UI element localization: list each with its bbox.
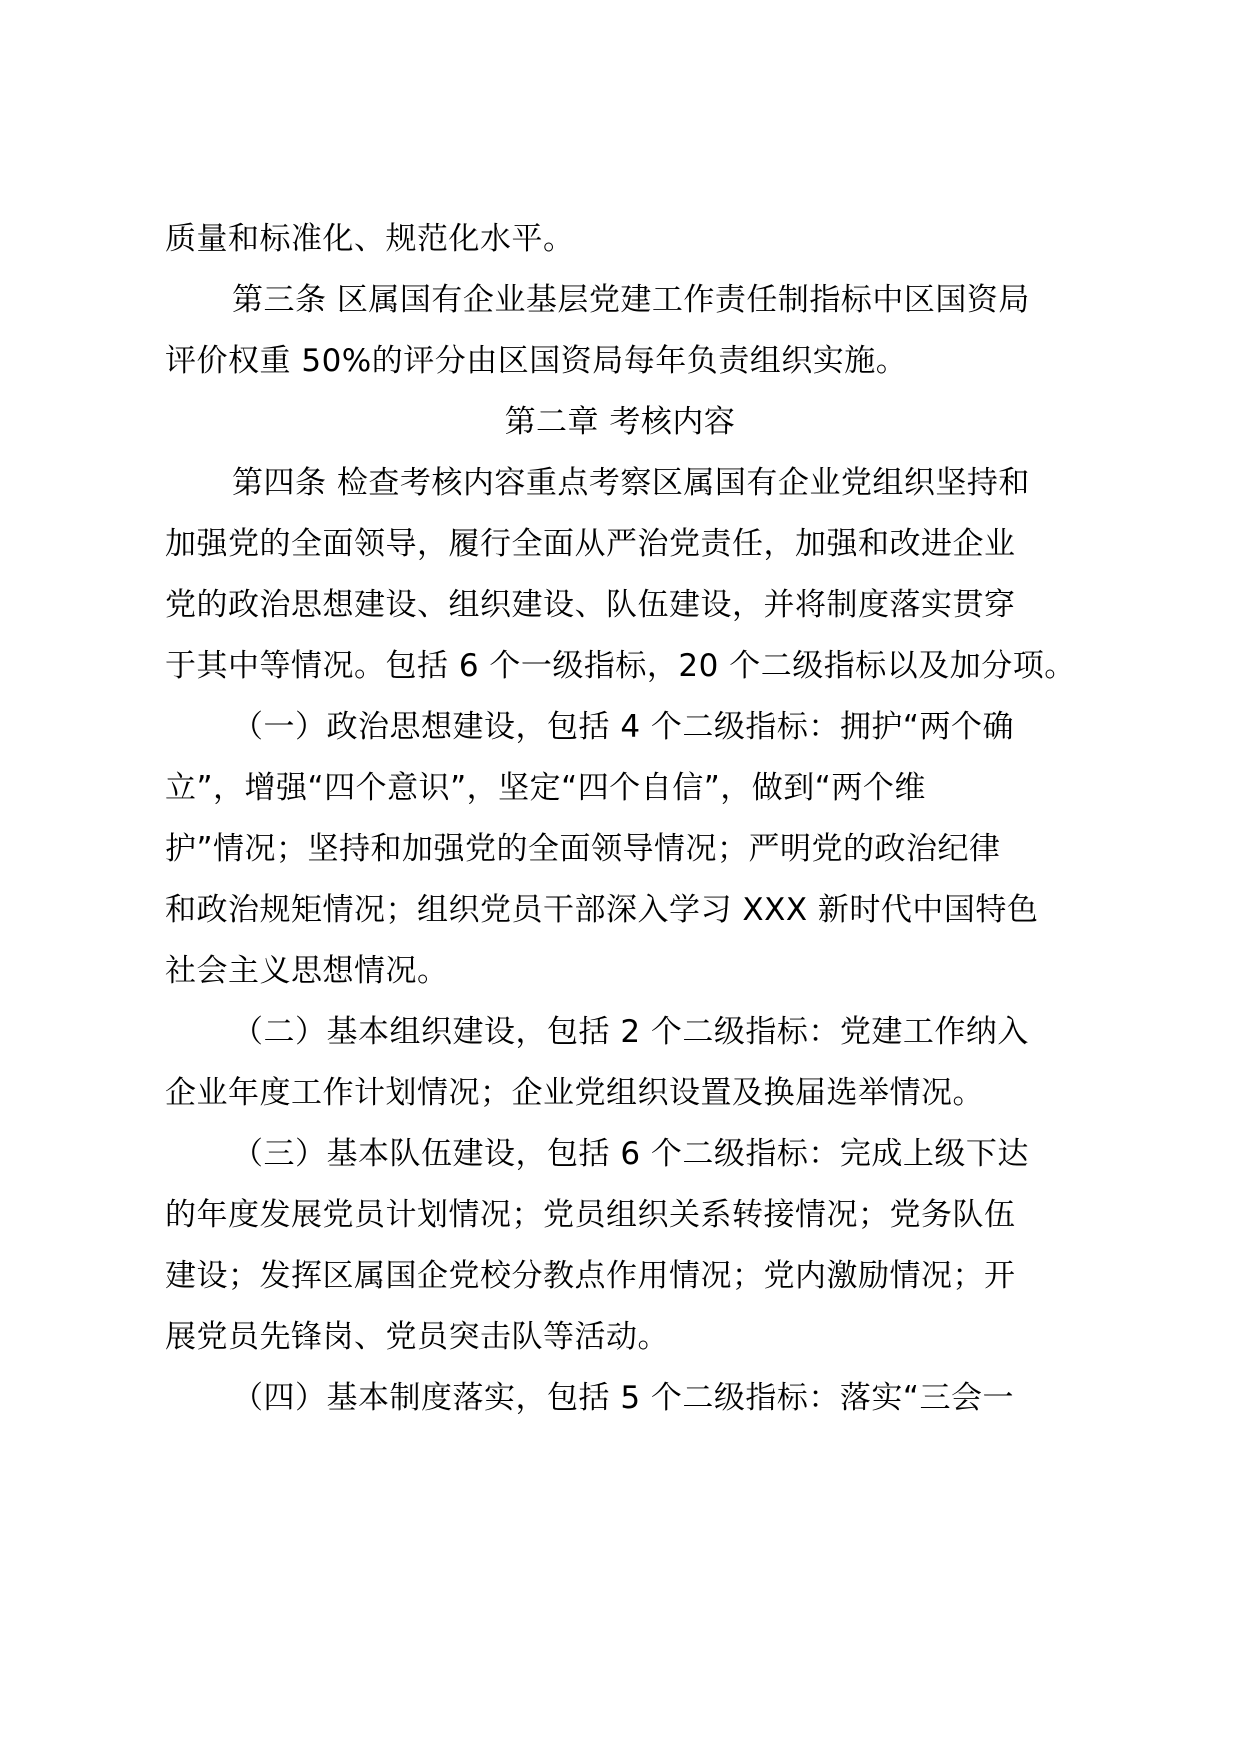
paragraph-line: 建设；发挥区属国企党校分教点作用情况；党内激励情况；开 xyxy=(165,1258,1016,1294)
paragraph-line: 的年度发展党员计划情况；党员组织关系转接情况；党务队伍 xyxy=(165,1197,1016,1233)
paragraph-line: 评价权重 50%的评分由区国资局每年负责组织实施。 xyxy=(165,343,908,379)
chapter-title: 第二章 考核内容 xyxy=(504,404,736,440)
paragraph-line: 于其中等情况。包括 6 个一级指标，20 个二级指标以及加分项。 xyxy=(165,648,1076,684)
paragraph-line: 质量和标准化、规范化水平。 xyxy=(165,221,575,257)
list-item-line: （四）基本制度落实，包括 5 个二级指标：落实“三会一 xyxy=(232,1380,1014,1416)
list-item-line: （二）基本组织建设，包括 2 个二级指标：党建工作纳入 xyxy=(232,1014,1029,1050)
paragraph-line: 立”，增强“四个意识”，坚定“四个自信”，做到“两个维 xyxy=(165,770,926,806)
list-item-line: （三）基本队伍建设，包括 6 个二级指标：完成上级下达 xyxy=(232,1136,1029,1172)
paragraph-line: 展党员先锋岗、党员突击队等活动。 xyxy=(165,1319,669,1355)
list-item-line: （一）政治思想建设，包括 4 个二级指标：拥护“两个确 xyxy=(232,709,1014,745)
paragraph-line: 加强党的全面领导，履行全面从严治党责任，加强和改进企业 xyxy=(165,526,1016,562)
paragraph-line: 护”情况；坚持和加强党的全面领导情况；严明党的政治纪律 xyxy=(165,831,1001,867)
article-heading-line: 第三条 区属国有企业基层党建工作责任制指标中区国资局 xyxy=(232,282,1030,318)
paragraph-line: 和政治规矩情况；组织党员干部深入学习 XXX 新时代中国特色 xyxy=(165,892,1039,928)
paragraph-line: 社会主义思想情况。 xyxy=(165,953,449,989)
article-heading-line: 第四条 检查考核内容重点考察区属国有企业党组织坚持和 xyxy=(232,465,1030,501)
paragraph-line: 企业年度工作计划情况；企业党组织设置及换届选举情况。 xyxy=(165,1075,984,1111)
paragraph-line: 党的政治思想建设、组织建设、队伍建设，并将制度落实贯穿 xyxy=(165,587,1016,623)
